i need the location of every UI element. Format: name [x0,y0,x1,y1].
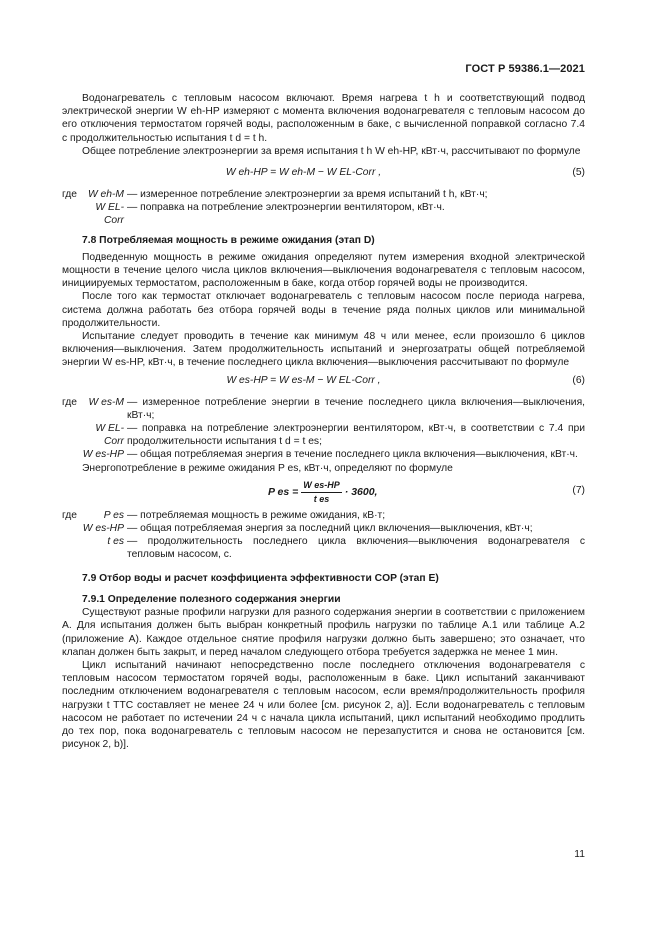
formula-number: (5) [572,167,585,179]
where-list-5 [62,188,585,228]
section-heading-7-9-1: 7.9.1 Определение полезного содержания энергии [82,593,341,605]
paragraph: После того как термостат отключает водонагреватель с тепловым насосом после периода нагрева, система должна работать без отбора горячей воды в течение ряда полных циклов или минимальной продолжительности. [62,291,585,329]
where-symbol: P es [103,509,124,521]
where-symbol: W es-HP [82,449,124,461]
where-list-6 [62,396,585,462]
paragraph: Водонагреватель с тепловым насосом включают. Время нагрева t h и соответствующий подвод электрической энергии W eh-HP измеряют с момента включения водонагревателя с тепловым насосом до его отключения термостатом горячей воды, расположенным в баке, с вычисленной поправкой согласно 7.4 с продолжительностью испытания t d = t h. [62,93,585,144]
section-heading-7-9: 7.9 Отбор воды и расчет коэффициента эффективности COP (этап E) [82,572,439,584]
formula-5 [62,162,585,182]
formula-lhs: P es = [268,485,299,498]
document-header: ГОСТ Р 59386.1—2021 [465,63,585,75]
section-heading-7-8: 7.8 Потребляемая мощность в режиме ожидания (этап D) [82,234,375,246]
formula-expression: W eh-HP = W eh-M − W EL-Corr , [225,167,382,179]
where-description: — потребляемая мощность в режиме ожидания, кВ·т; [127,509,386,521]
paragraph: Общее потребление электроэнергии за время испытания t h W eh-HP, кВт·ч, рассчитывают по формуле [82,145,581,157]
where-symbol: W eh-M [87,189,124,201]
where-label: где [62,396,78,408]
formula-expression: W es-HP = W es-M − W EL-Corr , [226,374,381,386]
paragraph: Цикл испытаний начинают непосредственно после последнего отключения водонагревателя с тепловым насосом термостатом горячей воды, расположенным в баке. Цикл испытаний заканчивают последним отключением водонагревателя с тепловым насосом, если время/продолжительность профиля нагрузки t TTC составляет не менее 24 ч или более [см. рисунок 2, a)]. Если водонагреватель с тепловым насосом не работает по истечении 24 ч с начала цикла испытаний, цикл испытаний необходимо продлить до тех пор, пока водонагреватель с тепловым насосом не перезапустится и снова не остановится [см. рисунок 2, b)]. [62,659,585,751]
paragraph: Энергопотребление в режиме ожидания P es, кВт·ч, определяют по формуле [82,462,453,474]
paragraph: Испытание следует проводить в течение как минимум 48 ч или менее, если произошло 6 циклов включения—выключения. Затем продолжительность испытаний и энергозатраты общей потребляемой энергии W es-HP, кВт·ч, в течение последнего цикла включения—выключения рассчитывают по формуле [62,331,585,369]
where-symbol: W es-M [88,396,124,408]
formula-7 [62,475,585,505]
document-body [62,92,585,751]
where-description: — поправка на потребление электроэнергии вентилятором, кВт·ч. [127,202,445,214]
where-symbol: W es-HP [82,523,124,535]
paragraph: Подведенную мощность в режиме ожидания определяют путем измерения входной электрической мощности в течение целого числа циклов включения—выключения водонагревателя с тепловым насосом, инициируемых термостатом, расположенным в баке, когда отбор горячей воды не производится. [62,251,585,290]
formula-number: (7) [572,484,585,496]
formula-rhs: · 3600, [344,485,378,498]
where-description: — поправка на потребление электроэнергии вентилятором, кВт·ч, в соответствии с 7.4 при продолжительности испытания t d = t es; [127,423,585,448]
fraction-denominator: t es [313,494,330,505]
where-description: — измеренное потребление электроэнергии за время испытаний t h, кВт·ч; [127,189,488,201]
formula-number: (6) [572,374,585,386]
where-symbol: W EL-Corr [95,423,124,448]
where-label [62,201,80,227]
formula-6 [62,370,585,390]
where-label: где [62,509,78,521]
where-label [62,448,80,461]
where-symbol: t es [107,536,124,548]
where-list-7 [62,509,585,562]
paragraph: Существуют разные профили нагрузки для разного содержания энергии в соответствии с приложением А. Для испытания должен быть выбран конкретный профиль нагрузки по таблице А.1 или таблице А.2 (приложение А). Каждое отдельное снятие профиля нагрузки должно быть завершено; это означает, что клапан должен быть закрыт, и перед началом следующего отбора требуется задержка не менее 1 мин. [62,607,585,658]
where-description: — измеренное потребление энергии в течение последнего цикла включения—выключения, кВт·ч; [127,396,585,421]
where-label [62,535,80,561]
fraction-stack [301,479,342,506]
where-label [62,422,80,448]
where-label: где [62,189,78,201]
page-number: 11 [574,849,585,860]
where-description: — общая потребляемая энергия в течение последнего цикла включения—выключения, кВт·ч. [127,449,578,461]
where-label [62,522,80,535]
fraction-numerator: W es-HP [301,479,342,493]
where-symbol: W EL-Corr [95,202,124,227]
where-description: — продолжительность последнего цикла включения—выключения водонагревателя с тепловым насосом, с. [127,536,585,561]
where-description: — общая потребляемая энергия за последний цикл включения—выключения, кВт·ч; [127,523,533,535]
formula-fraction [268,479,377,506]
